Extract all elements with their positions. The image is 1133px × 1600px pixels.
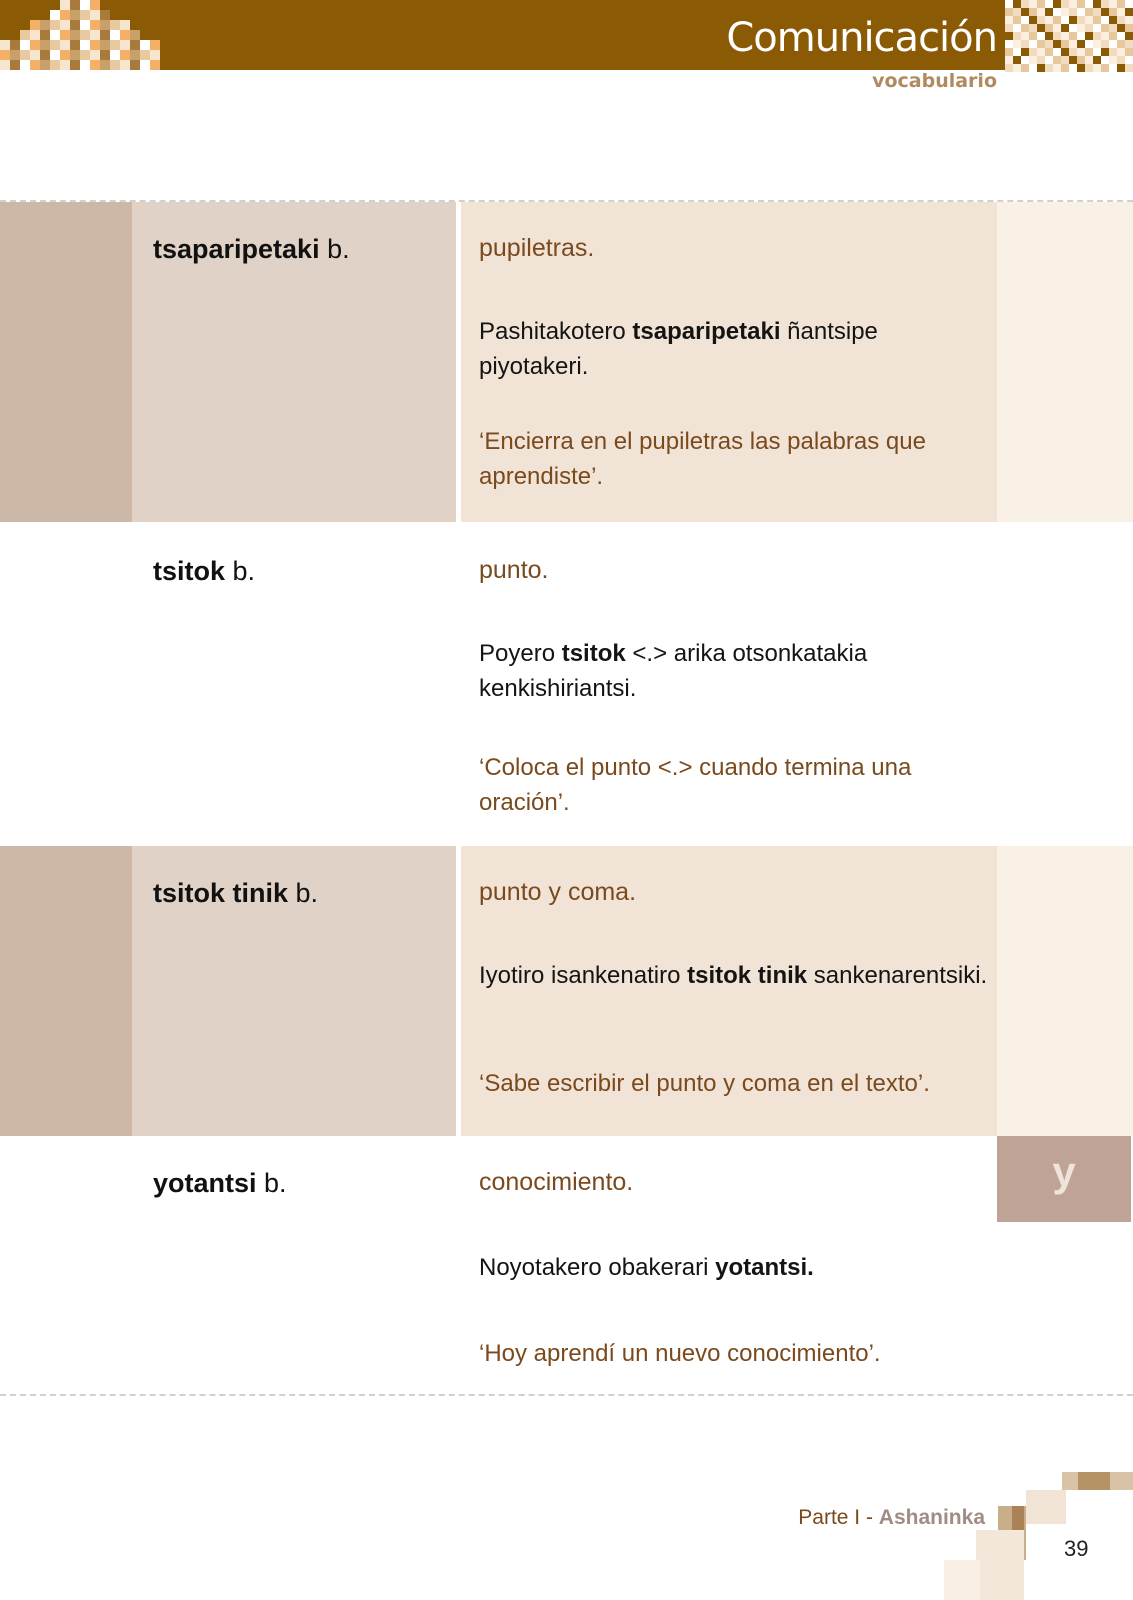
entry-definition: pupiletras. — [479, 234, 595, 262]
entry-term: tsaparipetaki b. — [153, 234, 350, 264]
footer-label: Parte I - Ashaninka — [798, 1506, 985, 1529]
entry-translation: ‘Encierra en el pupiletras las palabras que aprendiste’. — [479, 428, 926, 490]
page-section-title: Comunicación — [726, 15, 997, 61]
entry-term: tsitok b. — [153, 556, 256, 586]
entry-translation: ‘Hoy aprendí un nuevo conocimiento’. — [479, 1340, 881, 1367]
vocab-entry — [0, 846, 1133, 1136]
entry-example: Iyotiro isankenatiro tsitok tinik sankenarentsiki. — [479, 962, 988, 989]
vocab-entry — [0, 1136, 1133, 1396]
entry-definition: punto y coma. — [479, 878, 637, 906]
alphabet-letter-tab: y — [997, 1136, 1131, 1222]
page-number: 39 — [1064, 1536, 1089, 1561]
entry-example: Pashitakotero tsaparipetaki ñantsipe piyotakeri. — [479, 318, 878, 380]
woven-pattern-left — [0, 0, 160, 70]
entry-example: Poyero tsitok <.> arika otsonkatakia kenkishiriantsi. — [479, 640, 868, 702]
entry-translation: ‘Sabe escribir el punto y coma en el texto’. — [479, 1070, 930, 1097]
entry-term: tsitok tinik b. — [153, 878, 319, 908]
woven-pattern-right — [1005, 0, 1133, 72]
bottom-divider — [0, 1394, 1133, 1396]
entry-definition: conocimiento. — [479, 1168, 634, 1196]
entry-term: yotantsi b. — [153, 1168, 287, 1198]
entry-definition: punto. — [479, 556, 549, 584]
vocab-entry — [0, 202, 1133, 522]
page-section-subtitle: vocabulario — [872, 70, 997, 92]
vocab-entry — [0, 524, 1133, 844]
entry-example: Noyotakero obakerari yotantsi. — [479, 1254, 814, 1281]
entry-translation: ‘Coloca el punto <.> cuando termina una oración’. — [479, 754, 912, 816]
